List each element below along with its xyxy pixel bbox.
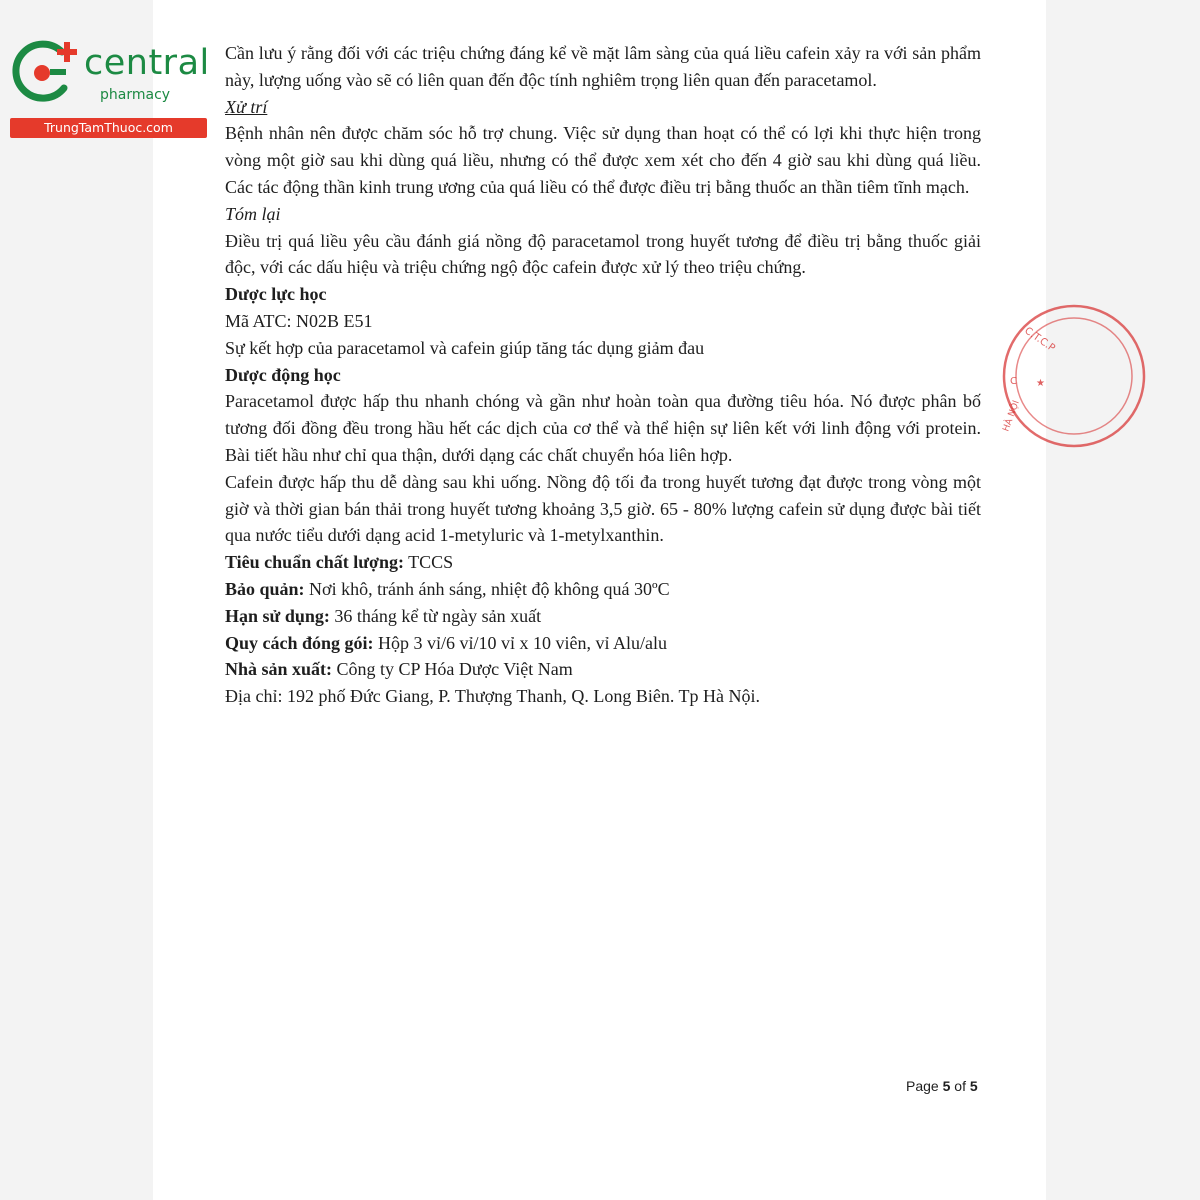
document-body [225,40,981,710]
svg-text:HÀ NỘI: HÀ NỘI [1001,399,1022,434]
quality-label: Tiêu chuẩn chất lượng: [225,552,404,573]
pk-caffeine-paragraph: Cafein được hấp thu dễ dàng sau khi uống. Nồng độ tối đa trong huyết tương đạt được trong vòng một giờ và thời gian bán thải trong huyết tương khoảng 3,5 giờ. 65 - 80% lượng cafein sử dụng được bài tiết qua nước tiểu dưới dạng acid 1-metyluric và 1-metylxanthin. [225,471,981,546]
summary-paragraph: Điều trị quá liều yêu cầu đánh giá nồng độ paracetamol trong huyết tương để điều trị bằng thuốc giải độc, với các dấu hiệu và triệu chứng ngộ độc cafein được xử lý theo triệu chứng. [225,230,981,278]
brand-logo[interactable] [10,36,215,140]
quality-standard-line [225,549,981,576]
management-heading: Xử trí [225,96,268,117]
logo-url-banner[interactable]: TrungTamThuoc.com [10,118,207,138]
quality-value: TCCS [403,552,454,573]
logo-tagline: pharmacy [100,87,171,103]
pharmacodynamics-heading: Dược lực học [225,284,327,305]
shelf-value: 36 tháng kể từ ngày sản xuất [329,605,542,626]
svg-text:C: C [1010,376,1017,387]
seal-icon [1000,302,1057,450]
storage-label: Bảo quản: [225,578,305,599]
company-seal-stamp [1000,302,1057,450]
management-paragraph: Bệnh nhân nên được chăm sóc hỗ trợ chung. Việc sử dụng than hoạt có thể có lợi khi thực hiện trong vòng một giờ sau khi dùng quá liều, nhưng có thể được xem xét cho đến 4 giờ sau khi dùng quá liều. Các tác động thần kinh trung ương của quá liều có thể được điều trị bằng thuốc an thần tiêm tĩnh mạch. [225,123,981,197]
summary-heading: Tóm lại [225,203,281,224]
storage-value: Nơi khô, tránh ánh sáng, nhiệt độ không quá 30ºC [304,578,670,599]
overdose-note-paragraph: Cần lưu ý rằng đối với các triệu chứng đáng kể về mặt lâm sàng của quá liều cafein xảy ra với sản phẩm này, lượng uống vào sẽ có liên quan đến độc tính nghiêm trọng liên quan đến paracetamol. [225,43,981,90]
pharmacokinetics-heading: Dược động học [225,364,341,385]
central-logo-icon [10,38,82,108]
page-number: Page 5 of 5 [906,1078,978,1094]
packaging-line [225,630,981,657]
shelf-label: Hạn sử dụng: [225,605,330,626]
pharmacodynamics-paragraph: Sự kết hợp của paracetamol và cafein giúp tăng tác dụng giảm đau [225,337,705,358]
manufacturer-line [225,656,981,683]
pk-paracetamol-paragraph: Paracetamol được hấp thu nhanh chóng và gần như hoàn toàn qua đường tiêu hóa. Nó được phân bố tương đối đồng đều trong hầu hết các dịch của cơ thể và thể hiện sự liên kết với linh động với protein. Bài tiết hầu như chỉ qua thận, dưới dạng các chất chuyển hóa liên hợp. [225,391,981,465]
address-line: Địa chỉ: 192 phố Đức Giang, P. Thượng Thanh, Q. Long Biên. Tp Hà Nội. [225,686,760,707]
atc-code: Mã ATC: N02B E51 [225,310,373,331]
maker-label: Nhà sản xuất: [225,659,333,680]
shelf-life-line [225,603,981,630]
pack-value: Hộp 3 vỉ/6 vỉ/10 vỉ x 10 viên, vỉ Alu/alu [373,632,668,653]
pack-label: Quy cách đóng gói: [225,632,374,653]
svg-text:★: ★ [1036,378,1045,389]
storage-line [225,576,981,603]
logo-brand-name: central [84,43,210,83]
maker-value: Công ty CP Hóa Dược Việt Nam [332,659,573,680]
svg-text:C.T.C.P: C.T.C.P [1022,325,1057,355]
